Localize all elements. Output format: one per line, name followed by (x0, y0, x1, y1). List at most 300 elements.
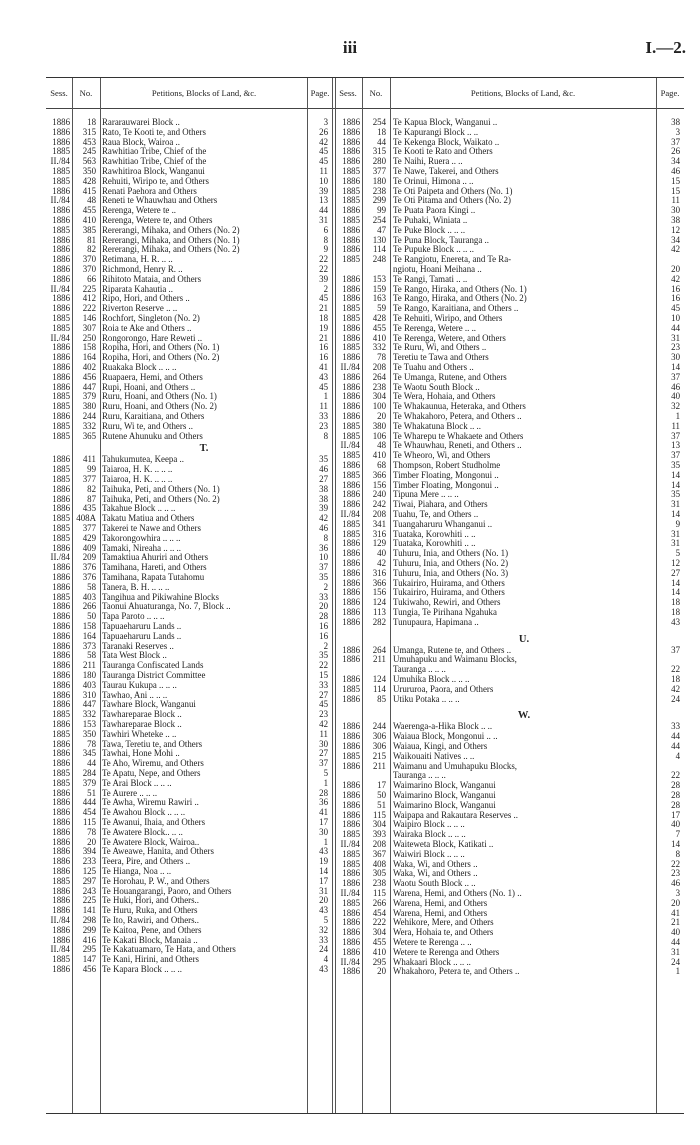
page-ref: 16 (319, 343, 328, 353)
session: 1886 (342, 402, 360, 412)
petition-number: 408A (76, 514, 96, 524)
petition-number: 243 (82, 886, 96, 896)
document-reference: I.—2. (645, 38, 686, 57)
petition-number: 158 (82, 343, 96, 353)
petition-number: 130 (372, 235, 386, 245)
petition-title: Te Kooti te Rato and Others (393, 147, 493, 157)
petition-number: 306 (372, 732, 386, 742)
petition-title: Rererangi, Mihaka, and Others (No. 1) (102, 235, 240, 245)
index-entry (46, 206, 684, 216)
page-ref: 31 (671, 539, 680, 549)
session: 1886 (52, 216, 70, 225)
page-ref: 13 (671, 441, 680, 451)
session: 1886 (52, 455, 70, 465)
session: 1886 (52, 582, 70, 592)
petition-number: 244 (82, 412, 96, 421)
petition-title: Urururoa, Paora, and Others (393, 684, 494, 694)
petition-number: 153 (82, 720, 96, 729)
petition-number: 264 (372, 645, 386, 655)
index-entry (46, 383, 684, 393)
session: 1886 (52, 818, 70, 827)
petition-number: 17 (377, 781, 386, 791)
page-ref: 40 (671, 392, 680, 402)
session: 1885 (52, 323, 70, 333)
petition-title: Te Puhaki, Winiata .. (393, 216, 468, 225)
petition-title: Te Rangi, Tamati .. .. (393, 274, 468, 284)
index-entry (46, 402, 684, 412)
petition-title: Te Rehuiti, Wiripo, and Others (393, 314, 503, 323)
petition-number: 428 (82, 176, 96, 186)
session: 1886 (52, 965, 70, 974)
page-ref: 30 (671, 353, 680, 363)
page-ref: 1 (323, 778, 328, 788)
session: 1886 (342, 578, 360, 588)
session: 1886 (52, 827, 70, 837)
page-ref: 24 (671, 694, 680, 704)
petition-number: 411 (83, 455, 96, 465)
page-ref: 46 (671, 167, 680, 176)
petition-number: 266 (82, 602, 96, 612)
session: 1886 (342, 353, 360, 363)
petition-number: 78 (87, 739, 96, 749)
petition-title: Waipapa and Rakautara Reserves .. (393, 810, 518, 820)
petition-title: Tuataka, Korowhiti .. .. (393, 539, 476, 549)
petition-title: Warena, Hemi, and Others (393, 908, 488, 918)
petition-number: 222 (372, 918, 386, 928)
session: 1885 (52, 402, 70, 412)
session: 1886 (342, 908, 360, 918)
session: 1885 (52, 592, 70, 602)
index-entry (46, 167, 684, 177)
petition-title: Waiwiri Block .. .. .. (393, 849, 465, 859)
session: 1886 (342, 118, 360, 127)
petition-title: Ropiha, Hori, and Others (No. 1) (102, 343, 220, 353)
petition-number: 115 (373, 810, 386, 820)
page-ref: 30 (319, 739, 328, 749)
page-ref: 30 (671, 206, 680, 216)
session: 1886 (52, 886, 70, 896)
session: 1885 (52, 431, 70, 441)
petition-title: Whakahoro, Petera te, and Others .. (393, 967, 520, 977)
session: 1886 (342, 820, 360, 830)
petition-title: Warena, Hemi, and Others (393, 898, 488, 908)
page-ref: 28 (671, 781, 680, 791)
index-entry (46, 588, 684, 598)
session: 1885 (342, 529, 360, 539)
session: II./84 (340, 840, 360, 849)
petition-title: Tapuaeharuru Lands .. (102, 622, 182, 631)
page-ref: 4 (323, 955, 328, 965)
petition-number: 225 (82, 284, 96, 294)
index-entry (46, 655, 684, 665)
petition-title: Waiaua Block, Mongonui .. .. (393, 732, 498, 742)
petition-number: 304 (372, 928, 386, 938)
petition-number: 20 (87, 837, 96, 847)
session: 1886 (52, 265, 70, 274)
petition-number: 306 (372, 742, 386, 751)
index-entry (46, 187, 684, 197)
session: 1885 (342, 470, 360, 480)
session: 1885 (342, 519, 360, 529)
petition-number: 435 (82, 504, 96, 514)
petition-title: Te Oti Pitama and Others (No. 2) (393, 196, 511, 206)
index-entry (46, 520, 684, 530)
page-ref: 11 (671, 196, 680, 206)
petition-number: 248 (372, 255, 386, 265)
page-ref: 3 (675, 127, 680, 137)
index-entry (46, 958, 684, 968)
petition-title: Wehikore, Mere, and Others (393, 918, 494, 928)
petition-title: Te Naihi, Ruera .. .. (393, 157, 463, 167)
page-ref: 35 (319, 651, 328, 661)
petition-title: Te Ruru, Wi, and Others .. (393, 343, 487, 353)
petition-number: 350 (82, 729, 96, 739)
session: 1886 (342, 245, 360, 255)
session: 1886 (52, 788, 70, 798)
petition-title: Te Wheoro, Wi, and Others (393, 451, 491, 461)
session: 1886 (342, 382, 360, 392)
petition-number: 215 (372, 751, 386, 761)
index-entry (46, 412, 684, 422)
petition-number: 428 (372, 314, 386, 323)
session: 1886 (342, 928, 360, 938)
petition-number: 68 (377, 461, 386, 470)
petition-number: 78 (87, 827, 96, 837)
page-ref: 21 (671, 918, 680, 928)
session: II./84 (50, 157, 70, 167)
session: 1886 (342, 938, 360, 947)
petition-number: 304 (372, 820, 386, 830)
session: 1885 (52, 465, 70, 475)
petition-number: 370 (82, 255, 96, 265)
page-ref: 31 (319, 886, 328, 896)
page-ref: 43 (319, 965, 328, 974)
page-ref: 5 (323, 769, 328, 778)
session: 1886 (342, 791, 360, 800)
petition-title: Ruapaera, Hemi, and Others (102, 372, 203, 382)
petition-title: Te Puke Block .. .. .. (393, 225, 466, 235)
petition-title: Tukairiro, Huirama, and Others (393, 578, 505, 588)
petition-title: Te Rango, Karaitiana, and Others .. (393, 304, 519, 314)
petition-title: Taiaroa, H. K. .. .. .. (102, 465, 173, 475)
session: 1886 (342, 810, 360, 820)
index-entry (46, 314, 684, 324)
page-ref: 23 (319, 421, 328, 431)
page-ref: 30 (319, 827, 328, 837)
petition-number: 370 (82, 265, 96, 274)
page-ref: 37 (671, 137, 680, 147)
page-ref: 23 (671, 343, 680, 353)
index-entry (46, 608, 684, 618)
page-ref: 38 (319, 484, 328, 494)
petition-title: Te Awahou Block .. .. .. (102, 808, 186, 818)
petition-number: 316 (372, 568, 386, 578)
page-ref: 37 (671, 431, 680, 441)
index-entry (46, 886, 684, 899)
session: 1886 (52, 847, 70, 857)
petition-title: Ruru, Hoani, and Others (No. 2) (102, 402, 217, 412)
page-ref: 31 (671, 529, 680, 539)
petition-number: 447 (82, 382, 96, 392)
page-ref: 40 (671, 928, 680, 938)
page-ref: 37 (671, 372, 680, 382)
petition-title: Timber Floating, Mongonui .. (393, 480, 499, 490)
petition-number: 345 (82, 749, 96, 759)
index-entry (46, 138, 684, 148)
page-ref: 17 (319, 876, 328, 886)
page-ref: 13 (319, 196, 328, 206)
page-ref: 34 (671, 235, 680, 245)
petition-number: 156 (372, 588, 386, 598)
page-ref: 5 (675, 549, 680, 559)
page-ref: 41 (671, 908, 680, 918)
petition-title: Timber Floating, Mongonui .. (393, 470, 499, 480)
petition-number: 379 (82, 778, 96, 788)
petition-number: 44 (377, 137, 386, 147)
petition-title: Waerenga-a-Hika Block .. .. (393, 722, 493, 732)
petition-number: 113 (373, 608, 386, 617)
petition-number: 385 (82, 225, 96, 235)
petition-title: Rerenga, Wetere te .. (102, 206, 177, 216)
petition-title: Te Arai Block .. .. .. (102, 778, 172, 788)
petition-title: Tawhao, Ani .. .. .. (102, 690, 168, 700)
session: 1886 (342, 947, 360, 957)
session: 1885 (52, 514, 70, 524)
index-entry (46, 118, 684, 128)
petition-title: Waimarino Block, Wanganui (393, 791, 496, 800)
petition-title: Tauranga Confiscated Lands (102, 661, 204, 671)
petition-title: Tapuaeharuru Lands .. (102, 631, 182, 641)
petition-number: 124 (372, 598, 386, 608)
session: 1885 (342, 859, 360, 869)
session: 1886 (52, 867, 70, 876)
session: 1885 (52, 876, 70, 886)
table-header (46, 78, 684, 109)
petition-title: Ropiha, Hori, and Others (No. 2) (102, 353, 220, 363)
petition-number: 58 (87, 651, 96, 661)
session: 1886 (342, 608, 360, 617)
page-ref: 43 (319, 372, 328, 382)
session: 1886 (342, 323, 360, 333)
page-ref: 45 (319, 147, 328, 157)
petition-title: Umuhika Block .. .. .. (393, 675, 470, 684)
session: 1886 (52, 382, 70, 392)
petition-title: Te Houangarangi, Paoro, and Others (102, 886, 232, 896)
session: II./84 (50, 333, 70, 343)
petition-title: Teera, Pire, and Others .. (102, 857, 191, 867)
petition-number: 332 (82, 710, 96, 720)
petition-title: Thompson, Robert Studholme (393, 461, 501, 470)
petition-number: 429 (82, 533, 96, 543)
petition-number: 394 (82, 847, 96, 857)
petition-number: 42 (377, 559, 386, 568)
petition-title: Te Kapurangi Block .. .. (393, 127, 479, 137)
petition-title: Te Horohau, P. W., and Others (102, 876, 210, 886)
session: 1885 (52, 176, 70, 186)
session: 1886 (52, 651, 70, 661)
petition-title: Tanera, B. H. .. .. .. (102, 582, 170, 592)
session: 1886 (342, 539, 360, 549)
petition-title: Waka, Wi, and Others .. (393, 869, 478, 879)
session: 1886 (342, 137, 360, 147)
session: 1886 (342, 732, 360, 742)
session: 1886 (52, 680, 70, 690)
petition-number: 316 (372, 529, 386, 539)
petition-number: 455 (82, 206, 96, 216)
petition-title: Waikouaiti Natives .. .. (393, 751, 475, 761)
petition-title: Tawhiri Wheteke .. .. (102, 729, 177, 739)
index-table (46, 77, 684, 1114)
petition-title: Takatu Matiua and Others (102, 514, 195, 524)
petition-title: Te Whakaunua, Heteraka, and Others (393, 402, 526, 412)
petition-title: Teretiu te Tawa and Others (393, 353, 489, 363)
session: 1886 (52, 925, 70, 935)
page-ref: 4 (675, 751, 680, 761)
petition-title: Ripo, Hori, and Others .. (102, 294, 190, 304)
page-header (0, 38, 700, 64)
petition-title: Te Whakatuna Block .. .. (393, 421, 481, 431)
page-ref: 42 (671, 274, 680, 284)
page-ref: 3 (323, 118, 328, 127)
session: II./84 (50, 196, 70, 206)
petition-title: Tipuna Mere .. .. .. (393, 490, 459, 500)
petition-title: Rererangi, Mihaka, and Others (No. 2) (102, 245, 240, 255)
petition-number: 341 (372, 519, 386, 529)
petition-title: Te Kani, Hirini, and Others (102, 955, 199, 965)
page-ref: 20 (671, 265, 680, 274)
index-entry (46, 752, 684, 762)
petition-number: 250 (82, 333, 96, 343)
petition-title: Te Awatere Block.. .. .. (102, 827, 183, 837)
session: 1886 (342, 879, 360, 889)
page-ref: 19 (319, 323, 328, 333)
petition-title: Tuahu, Te, and Others .. (393, 510, 479, 519)
session: 1885 (342, 451, 360, 461)
petition-title: Tiwai, Piahara, and Others (393, 500, 488, 510)
session: 1886 (52, 274, 70, 284)
petition-number: 129 (372, 539, 386, 549)
petition-number: 402 (82, 363, 96, 372)
page-ref: 33 (319, 592, 328, 602)
page-ref: 46 (671, 879, 680, 889)
index-entry (46, 827, 684, 840)
petition-number: 456 (82, 372, 96, 382)
page-ref: 34 (671, 157, 680, 167)
petition-title: Te Ito, Rawiri, and Others.. (102, 916, 199, 925)
index-entry (46, 801, 684, 811)
page-ref: 22 (671, 665, 680, 675)
petition-title: Taihuka, Peti, and Others (No. 2) (102, 494, 220, 504)
petition-title: Rutene Ahunuku and Others (102, 431, 203, 441)
page-ref: 39 (319, 504, 328, 514)
session: 1885 (342, 431, 360, 441)
index-entry (46, 441, 684, 451)
index-entry (46, 343, 684, 353)
petition-number: 124 (372, 675, 386, 684)
petition-number: 99 (87, 465, 96, 475)
session: 1885 (52, 421, 70, 431)
index-entry (46, 334, 684, 344)
petition-title: Tungia, Te Pirihana Ngahuka (393, 608, 497, 617)
petition-number: 238 (372, 879, 386, 889)
petition-title: Wetere te Rerenga and Others (393, 947, 500, 957)
petition-title: Takorongowhira .. .. .. (102, 533, 181, 543)
petition-number: 284 (82, 769, 96, 778)
page-ref: 2 (323, 641, 328, 651)
page-ref: 15 (671, 176, 680, 186)
session: 1886 (342, 800, 360, 810)
session: 1886 (52, 304, 70, 314)
petition-title: Rawhitiroa Block, Wanganui (102, 167, 205, 176)
page-ref: 18 (671, 608, 680, 617)
petition-number: 50 (377, 791, 386, 800)
index-entry (46, 157, 684, 167)
session: 1885 (52, 769, 70, 778)
page-ref: 46 (671, 382, 680, 392)
index-entry (46, 510, 684, 520)
petition-title: Te Rango, Hiraka, and Others (No. 2) (393, 294, 527, 304)
col-petitions-right: Petitions, Blocks of Land, &c. (470, 88, 576, 98)
petition-number: 307 (82, 323, 96, 333)
session: II./84 (50, 945, 70, 955)
index-entry (46, 216, 684, 226)
petition-number: 225 (82, 896, 96, 906)
petition-title: Te Kapara Block .. .. .. (102, 965, 182, 974)
session: 1886 (52, 896, 70, 906)
index-entry (46, 226, 684, 236)
petition-number: 254 (372, 118, 386, 127)
session: 1886 (342, 598, 360, 608)
petition-number: 373 (82, 641, 96, 651)
page-ref: 14 (671, 480, 680, 490)
petition-number: 454 (372, 908, 386, 918)
petition-title: Te Tuahu and Others .. (393, 363, 474, 372)
petition-title: Tuhuru, Inia, and Others (No. 1) (393, 549, 509, 559)
index-entry (46, 860, 684, 870)
page-ref: 3 (675, 889, 680, 898)
session: 1886 (52, 622, 70, 631)
page-ref: 6 (323, 225, 328, 235)
session: 1886 (342, 675, 360, 684)
page-ref: 35 (319, 455, 328, 465)
petition-number: 412 (82, 294, 96, 304)
petition-title: Te Kapua Block, Wanganui .. (393, 118, 498, 127)
page-ref: 22 (319, 255, 328, 265)
index-entry (46, 324, 684, 334)
page-ref: 33 (319, 935, 328, 945)
petition-title: Waimarino Block, Wanganui (393, 781, 496, 791)
session: 1885 (342, 898, 360, 908)
page-ref: 26 (671, 147, 680, 157)
page-ref: 5 (323, 916, 328, 925)
petition-number: 403 (82, 680, 96, 690)
index-entry (46, 265, 684, 275)
session: 1885 (342, 830, 360, 840)
petition-title: Wera, Hohaia te, and Others (393, 928, 494, 938)
petition-title: Takerei te Nawe and Others (102, 524, 201, 533)
page-ref: 23 (671, 869, 680, 879)
session: 1885 (52, 475, 70, 484)
petition-number: 180 (372, 176, 386, 186)
index-entry (46, 869, 684, 879)
index-entry (46, 778, 684, 791)
page-ref: 24 (671, 957, 680, 967)
session: 1886 (52, 720, 70, 729)
petition-number: 141 (82, 906, 96, 916)
index-entry (46, 451, 684, 461)
petition-title: Te Oti Paipeta and Others (No. 1) (393, 186, 513, 196)
petition-number: 66 (87, 274, 96, 284)
